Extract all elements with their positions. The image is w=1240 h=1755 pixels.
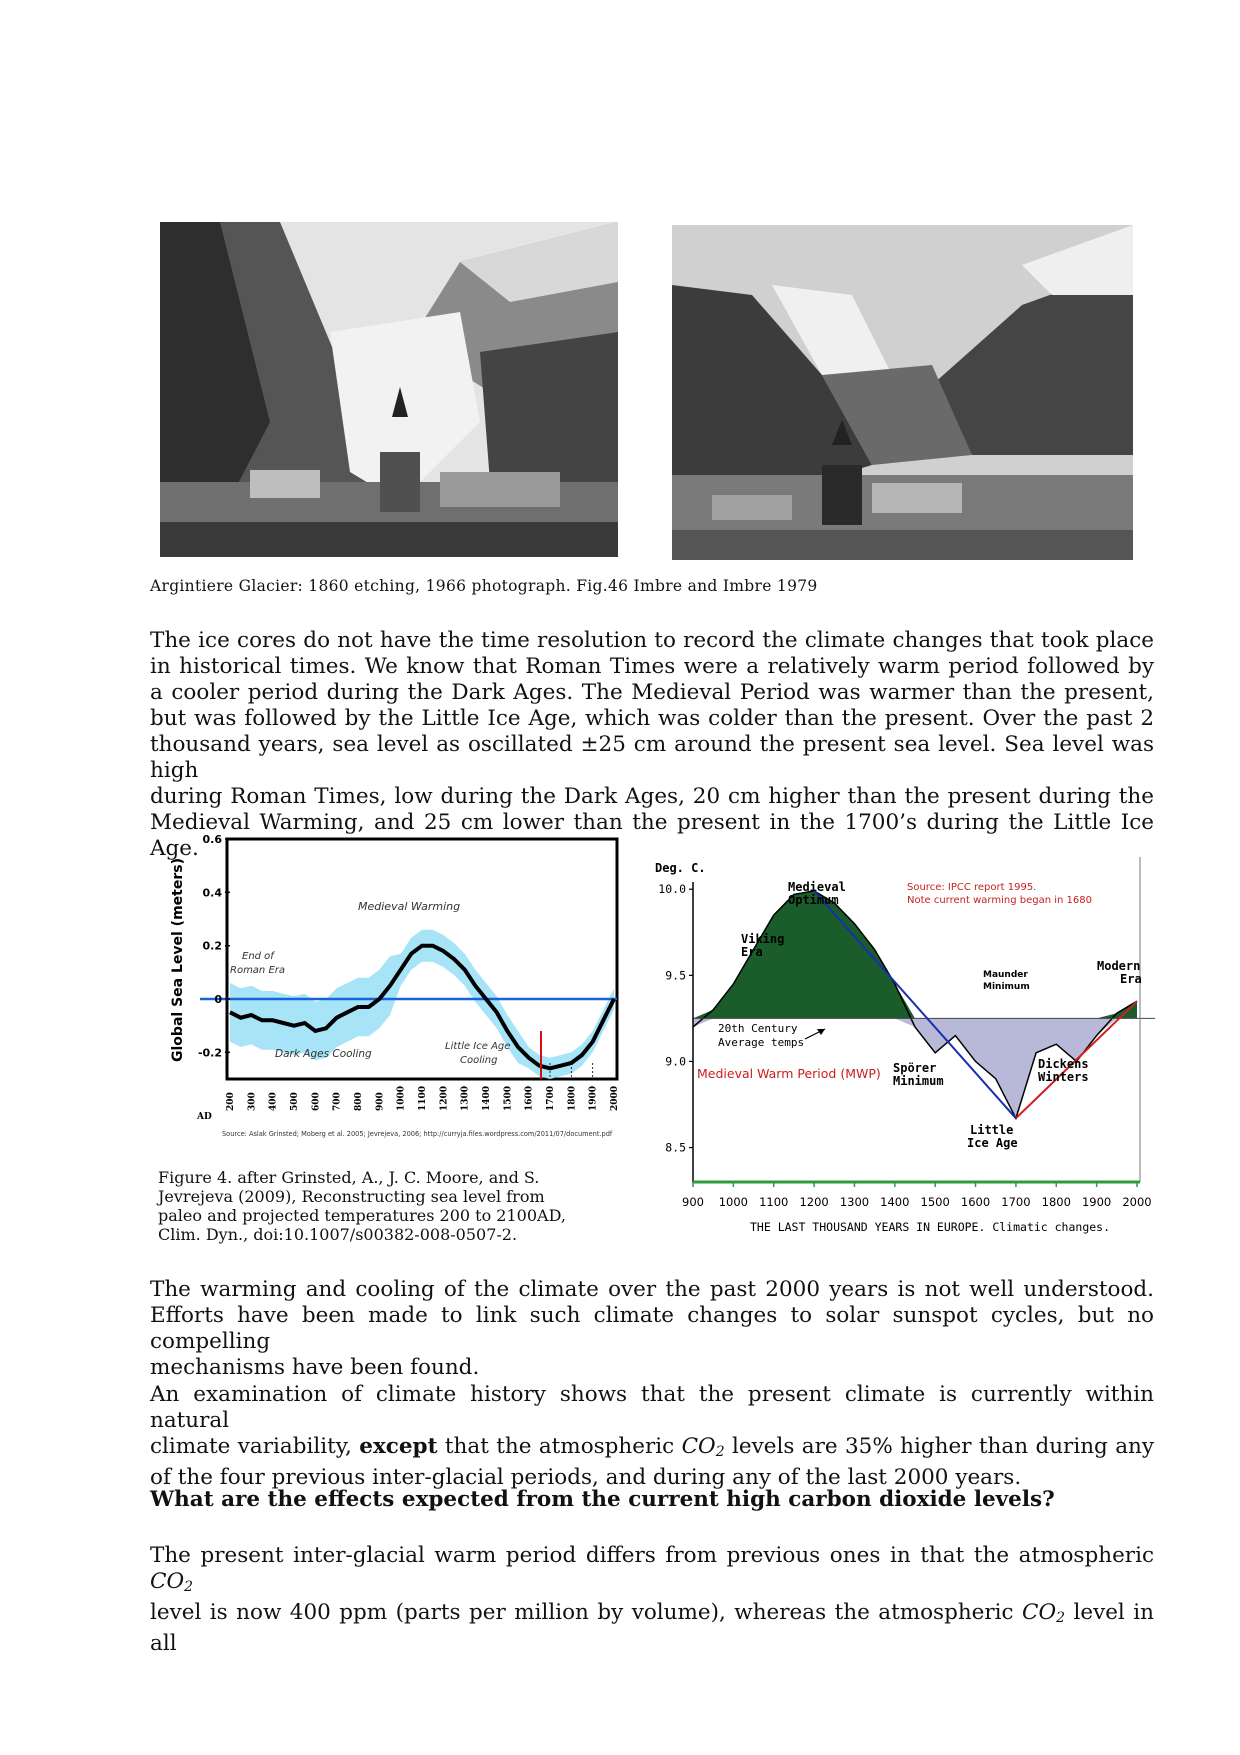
x-tick-label: 1600 bbox=[524, 1085, 535, 1111]
x-tick-label: 2000 bbox=[1122, 1195, 1152, 1209]
text-fragment: level is now 400 ppm (parts per million by volume), whereas the atmospheric bbox=[150, 1600, 1023, 1625]
y-unit-label: Deg. C. bbox=[655, 861, 706, 875]
emphasis-except: except bbox=[359, 1434, 438, 1459]
x-tick-label: 1300 bbox=[460, 1085, 471, 1111]
x-tick-label: 1500 bbox=[920, 1195, 950, 1209]
text-line: The warming and cooling of the climate over the past 2000 years is not well understood. bbox=[150, 1277, 1154, 1302]
x-tick-label: 2000 bbox=[610, 1085, 620, 1111]
y-ticks bbox=[198, 835, 230, 1059]
text-line: Efforts have been made to link such climate changes to solar sunspot cycles, but no compelling bbox=[150, 1303, 1154, 1354]
ad-label: AD bbox=[197, 1112, 212, 1122]
label-lia-1: Little bbox=[970, 1123, 1014, 1137]
text-line: a cooler period during the Dark Ages. The Medieval Period was warmer than the present, bbox=[150, 680, 1154, 705]
label-lia-2: Ice Age bbox=[967, 1136, 1018, 1150]
y-tick-label: 9.0 bbox=[665, 1054, 686, 1069]
x-tick-label: 1600 bbox=[960, 1195, 991, 1209]
label-medieval-1: Medieval bbox=[788, 880, 846, 894]
text-fragment: that the atmospheric bbox=[437, 1434, 682, 1459]
x-tick-label: 1800 bbox=[1041, 1195, 1071, 1209]
paragraph-current-co2 bbox=[150, 1543, 1154, 1657]
co2-subscript: 2 bbox=[1056, 1610, 1066, 1626]
caption-line: Figure 4. after Grinsted, A., J. C. Moore, and S. bbox=[158, 1168, 540, 1187]
y-tick-label: 0 bbox=[214, 993, 222, 1006]
text-fragment: level in all bbox=[150, 1600, 1154, 1656]
text-line: An examination of climate history shows that the present climate is currently within natural bbox=[150, 1382, 1154, 1433]
label-sporer-1: Spörer bbox=[893, 1061, 937, 1075]
x-tick-label: 1400 bbox=[482, 1085, 492, 1111]
x-tick-label: 1100 bbox=[418, 1085, 428, 1111]
x-tick-label: 1800 bbox=[567, 1085, 578, 1111]
x-tick-label: 1700 bbox=[1001, 1195, 1031, 1209]
figure-4-caption bbox=[158, 1168, 628, 1244]
photo-caption: Argintiere Glacier: 1860 etching, 1966 photograph. Fig.46 Imbre and Imbre 1979 bbox=[150, 577, 818, 595]
text-line: in historical times. We know that Roman Times were a relatively warm period followed by bbox=[150, 654, 1154, 679]
text-line bbox=[150, 1600, 1154, 1657]
y-tick-label: 0.2 bbox=[202, 939, 222, 953]
co2-text: CO bbox=[150, 1569, 185, 1594]
paragraph-climate-history bbox=[150, 1382, 1154, 1491]
x-tick-label: 1100 bbox=[759, 1195, 789, 1209]
source-line-2: Note current warming began in 1680 bbox=[907, 895, 1092, 906]
y-tick-label: -0.2 bbox=[197, 1046, 222, 1060]
caption-line: paleo and projected temperatures 200 to 2100AD, bbox=[158, 1206, 566, 1225]
caption-line: Clim. Dyn., doi:10.1007/s00382-008-0507-2. bbox=[158, 1225, 518, 1244]
x-tick-label: 1700 bbox=[546, 1085, 556, 1111]
text-line: but was followed by the Little Ice Age, which was colder than the present. Over the past 2 bbox=[150, 706, 1154, 731]
x-tick-label: 1200 bbox=[799, 1195, 829, 1209]
y-tick-label: 9.5 bbox=[665, 968, 686, 983]
x-tick-label: 900 bbox=[682, 1195, 704, 1209]
label-medieval-2: Optimum bbox=[788, 893, 839, 907]
x-tick-label: 1300 bbox=[839, 1195, 870, 1209]
text-fragment: levels are 35% higher than during any bbox=[724, 1434, 1155, 1459]
co2-text: CO bbox=[681, 1434, 716, 1459]
x-tick-label: 400 bbox=[268, 1092, 279, 1111]
annotation-roman-2: Roman Era bbox=[230, 965, 286, 976]
x-tick-label: 1900 bbox=[588, 1085, 599, 1111]
co2-symbol bbox=[150, 1569, 193, 1594]
paragraph-ice-cores bbox=[150, 628, 1154, 862]
section-heading: What are the effects expected from the current high carbon dioxide levels? bbox=[150, 1487, 1055, 1512]
sea-level-chart bbox=[150, 835, 630, 1160]
co2-subscript: 2 bbox=[184, 1579, 193, 1595]
co2-subscript: 2 bbox=[715, 1444, 725, 1460]
annotation-dark-ages: Dark Ages Cooling bbox=[275, 1048, 372, 1060]
x-tick-label: 1500 bbox=[503, 1085, 514, 1111]
text-line bbox=[150, 1434, 1154, 1465]
text-fragment: climate variability, bbox=[150, 1434, 360, 1459]
x-tick-label: 1000 bbox=[718, 1195, 749, 1209]
text-line: Medieval Warming, and 25 cm lower than the present in the 1700’s during the Little Ice Age. bbox=[150, 810, 1154, 861]
y-tick-label: 10.0 bbox=[658, 882, 686, 897]
chart-source: Source: Aslak Grinsted; Moberg et al. 2005; Jevrejeva, 2006; http://curryja.files.wordpress.com/2011/07/document.pdf bbox=[222, 1130, 613, 1138]
x-tick-label: 500 bbox=[290, 1092, 300, 1111]
y-axis-label: Global Sea Level (meters) bbox=[170, 858, 186, 1062]
x-tick-label: 200 bbox=[226, 1092, 236, 1111]
x-tick-label: 800 bbox=[354, 1092, 364, 1111]
glacier-etching-1860 bbox=[160, 222, 618, 557]
x-tick-label: 1200 bbox=[439, 1085, 450, 1111]
annotation-lia-2: Cooling bbox=[460, 1055, 498, 1066]
caption-line: Jevrejeva (2009), Reconstructing sea level from bbox=[158, 1187, 545, 1206]
x-tick-label: 900 bbox=[375, 1092, 386, 1111]
text-line bbox=[150, 1543, 1154, 1600]
label-dickens-2: Winters bbox=[1038, 1070, 1089, 1084]
annotation-roman-1: End of bbox=[242, 951, 274, 962]
label-maunder-1: Maunder bbox=[983, 970, 1028, 980]
y-tick-label: 0.6 bbox=[202, 835, 222, 846]
x-tick-label: 1400 bbox=[880, 1195, 910, 1209]
text-line: mechanisms have been found. bbox=[150, 1355, 480, 1380]
label-century-2: Average temps bbox=[718, 1036, 805, 1049]
co2-text: CO bbox=[1022, 1600, 1057, 1625]
x-tick-label: 700 bbox=[332, 1092, 343, 1111]
co2-symbol bbox=[1022, 1600, 1065, 1625]
x-tick-label: 600 bbox=[311, 1092, 322, 1111]
text-line: thousand years, sea level as oscillated ±25 cm around the present sea level. Sea level was high bbox=[150, 732, 1154, 783]
y-tick-label: 8.5 bbox=[665, 1140, 686, 1155]
text-line: The ice cores do not have the time resolution to record the climate changes that took place bbox=[150, 628, 1154, 653]
text-line: during Roman Times, low during the Dark Ages, 20 cm higher than the present during the bbox=[150, 784, 1154, 809]
label-maunder-2: Minimum bbox=[983, 982, 1030, 992]
label-sporer-2: Minimum bbox=[893, 1074, 944, 1088]
glacier-photograph-1966 bbox=[672, 225, 1133, 560]
annotation-lia-1: Little Ice Age bbox=[445, 1041, 511, 1052]
label-modern-2: Era bbox=[1120, 972, 1142, 986]
y-tick-label: 0.4 bbox=[202, 886, 222, 900]
photograph-drawing bbox=[672, 225, 1133, 560]
etching-drawing bbox=[160, 222, 618, 557]
label-viking-1: Viking bbox=[741, 932, 785, 946]
chart-title: THE LAST THOUSAND YEARS IN EUROPE. Climatic changes. bbox=[750, 1220, 1111, 1234]
label-century-1: 20th Century bbox=[718, 1022, 798, 1035]
x-tick-label: 1000 bbox=[396, 1085, 407, 1111]
co2-symbol bbox=[682, 1434, 725, 1459]
x-tick-label: 1900 bbox=[1081, 1195, 1112, 1209]
annotation-medieval: Medieval Warming bbox=[358, 900, 461, 913]
label-dickens-1: Dickens bbox=[1038, 1057, 1089, 1071]
text-line: of the four previous inter-glacial periods, and during any of the last 2000 years. bbox=[150, 1465, 1022, 1490]
paragraph-warming-cooling bbox=[150, 1277, 1154, 1381]
temperature-chart bbox=[645, 852, 1160, 1240]
label-modern-1: Modern bbox=[1097, 959, 1141, 973]
x-tick-label: 300 bbox=[247, 1092, 258, 1111]
label-mwp: Medieval Warm Period (MWP) bbox=[697, 1066, 881, 1081]
text-fragment: The present inter-glacial warm period differs from previous ones in that the atmospheric bbox=[150, 1543, 1154, 1568]
source-line-1: Source: IPCC report 1995. bbox=[907, 882, 1037, 893]
label-viking-2: Era bbox=[741, 945, 763, 959]
